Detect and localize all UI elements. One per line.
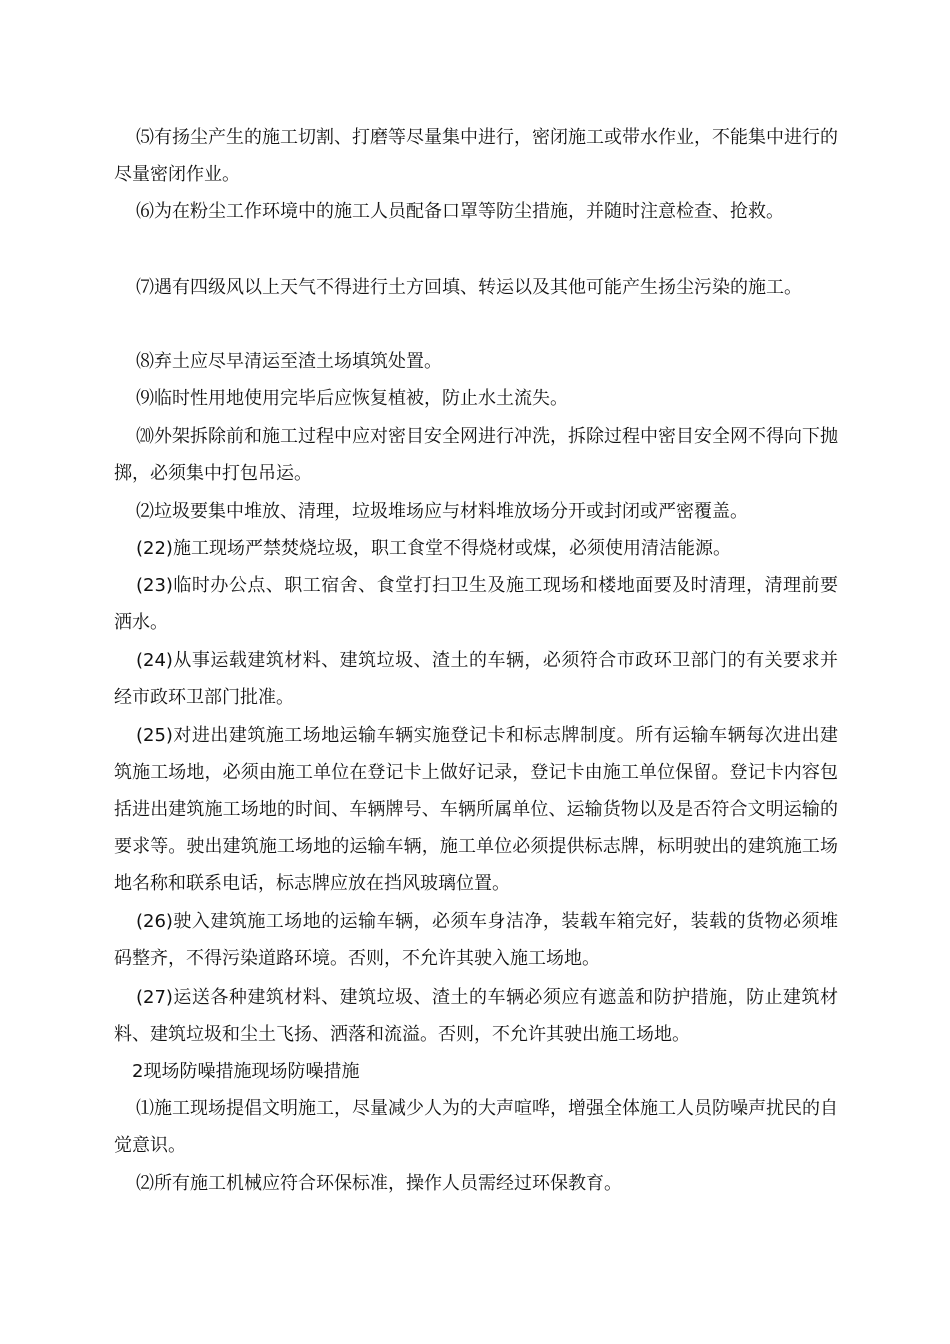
paragraph-20: ⒇外架拆除前和施工过程中应对密目安全网进行冲洗，拆除过程中密目安全网不得向下抛掷，必须集中打包吊运。 [114, 426, 838, 484]
paragraph-9: ⑼临时性用地使用完毕后应恢复植被，防止水土流失。 [136, 388, 568, 409]
paragraph-25: (25)对进出建筑施工场地运输车辆实施登记卡和标志牌制度。所有运输车辆每次进出建筑施工场地，必须由施工单位在登记卡上做好记录，登记卡由施工单位保留。登记卡内容包括进出建筑施工场地的时间、车辆牌号、车辆所属单位、运输货物以及是否符合文明运输的要求等。驶出建筑施工场地的运输车辆，施工单位必须提供标志牌，标明驶出的建筑施工场地名称和联系电话，标志牌应放在挡风玻璃位置。 [114, 725, 838, 894]
paragraph-24: (24)从事运载建筑材料、建筑垃圾、渣土的车辆，必须符合市政环卫部门的有关要求并经市政环卫部门批准。 [114, 650, 838, 708]
paragraph-22: (22)施工现场严禁焚烧垃圾，职工食堂不得烧材或煤，必须使用清洁能源。 [136, 538, 731, 559]
noise-paragraph-2: ⑵所有施工机械应符合环保标准，操作人员需经过环保教育。 [136, 1173, 622, 1194]
paragraph-21: ⑵垃圾要集中堆放、清理，垃圾堆场应与材料堆放场分开或封闭或严密覆盖。 [136, 501, 748, 522]
paragraph-5: ⑸有扬尘产生的施工切割、打磨等尽量集中进行，密闭施工或带水作业，不能集中进行的尽量密闭作业。 [114, 127, 838, 185]
paragraph-6: ⑹为在粉尘工作环境中的施工人员配备口罩等防尘措施，并随时注意检查、抢救。 [136, 201, 784, 222]
noise-paragraph-1: ⑴施工现场提倡文明施工，尽量减少人为的大声喧哗，增强全体施工人员防噪声扰民的自觉意识。 [114, 1098, 838, 1156]
paragraph-8: ⑻弃土应尽早清运至渣土场填筑处置。 [136, 351, 442, 372]
section-heading: 2现场防噪措施现场防噪措施 [132, 1061, 360, 1082]
paragraph-23: (23)临时办公点、职工宿舍、食堂打扫卫生及施工现场和楼地面要及时清理，清理前要洒水。 [114, 575, 838, 633]
paragraph-26: (26)驶入建筑施工场地的运输车辆，必须车身洁净，装载车箱完好，装载的货物必须堆码整齐，不得污染道路环境。否则，不允许其驶入施工场地。 [114, 911, 838, 969]
paragraph-27: (27)运送各种建筑材料、建筑垃圾、渣土的车辆必须应有遮盖和防护措施，防止建筑材料、建筑垃圾和尘土飞扬、洒落和流溢。否则，不允许其驶出施工场地。 [114, 987, 838, 1045]
paragraph-7: ⑺遇有四级风以上天气不得进行土方回填、转运以及其他可能产生扬尘污染的施工。 [136, 277, 802, 298]
